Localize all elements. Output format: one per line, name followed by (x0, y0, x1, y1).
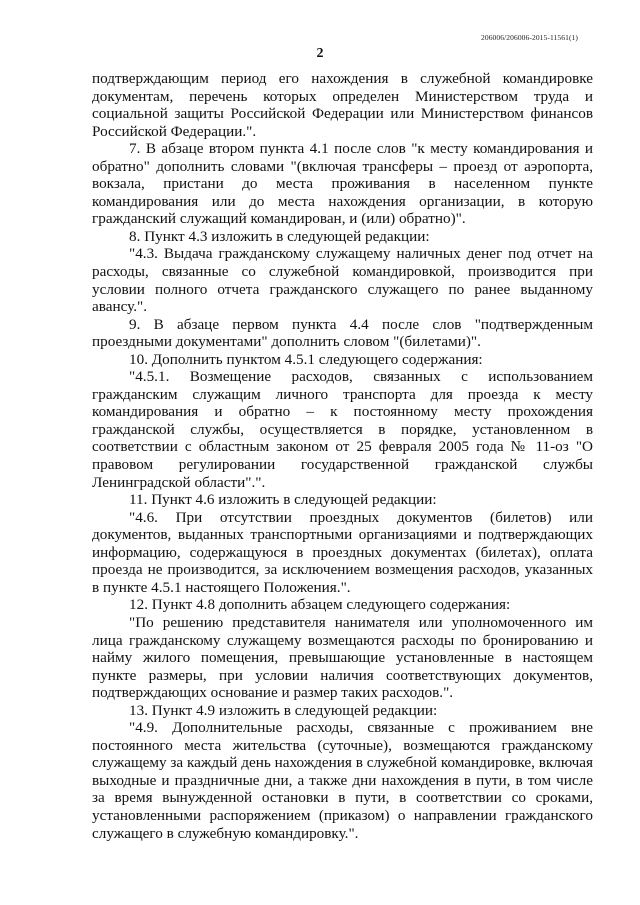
paragraph-quote-4-9: "4.9. Дополнительные расходы, связанные с проживанием вне постоянного места жительства (суточные), возмещаются гражданскому служащему за каждый день нахождения в служебной командировке, включая выходные и праздничные дни, а также дни нахождения в пути, в том числе за время вынужденной остановки в пути, в соответствии со сроками, установленными распоряжением (приказом) о направлении гражданского служащего в служебную командировку.". (92, 719, 593, 842)
paragraph-item-12: 12. Пункт 4.8 дополнить абзацем следующего содержания: (129, 596, 511, 614)
paragraph-item-11: 11. Пункт 4.6 изложить в следующей редакции: (129, 491, 437, 509)
paragraph-item-7: 7. В абзаце втором пункта 4.1 после слов "к месту командирования и обратно" дополнить словами "(включая трансферы – проезд от аэропорта, вокзала, пристани до места проживания в населенном пункте командирования или до места нахождения организации, в которую гражданский служащий командирован, и (или) обратно)". (92, 140, 593, 228)
paragraph-item-13: 13. Пункт 4.9 изложить в следующей редакции: (129, 701, 438, 719)
paragraph-continuation: подтверждающим период его нахождения в служебной командировке документам, перечень которых определен Министерством труда и социальной защиты Российской Федерации или Министерством финансов Российской Федерации.". (92, 70, 593, 140)
paragraph-quote-4-3: "4.3. Выдача гражданскому служащему наличных денег под отчет на расходы, связанные со служебной командировкой, производится при условии полного отчета гражданского служащего по ранее выданному авансу.". (92, 245, 593, 316)
document-id: 206006/206006-2015-11561(1) (481, 33, 578, 42)
paragraph-quote-4-5-1: "4.5.1. Возмещение расходов, связанных с использованием гражданским служащим личного транспорта для проезда к месту командирования и обратно – к постоянному месту прохождения гражданской службы, осуществляется в порядке, установленном в соответствии с областным законом от 25 февраля 2005 года № 11-оз "О правовом регулировании государственной гражданской службы Ленинградской области".". (92, 368, 593, 491)
paragraph-quote-4-8: "По решению представителя нанимателя или уполномоченного им лица гражданскому служащему возмещаются расходы по бронированию и найму жилого помещения, превышающие установленные в настоящем пункте размеры, при условии наличия соответствующих документов, подтверждающих основание и размер таких расходов.". (92, 613, 593, 702)
paragraph-item-9: 9. В абзаце первом пункта 4.4 после слов "подтвержденным проездными документами" дополнить словом "(билетами)". (92, 315, 593, 351)
paragraph-quote-4-6: "4.6. При отсутствии проездных документов (билетов) или документов, выданных транспортными организациями и подтверждающих информацию, содержащуюся в проездных документах (билетах), оплата проезда не производится, за исключением возмещения расходов, указанных в пункте 4.5.1 настоящего Положения.". (92, 508, 593, 596)
page-number: 2 (316, 46, 324, 61)
paragraph-item-10: 10. Дополнить пунктом 4.5.1 следующего содержания: (129, 350, 483, 368)
document-body (92, 70, 593, 842)
paragraph-item-8: 8. Пункт 4.3 изложить в следующей редакции: (129, 227, 430, 245)
